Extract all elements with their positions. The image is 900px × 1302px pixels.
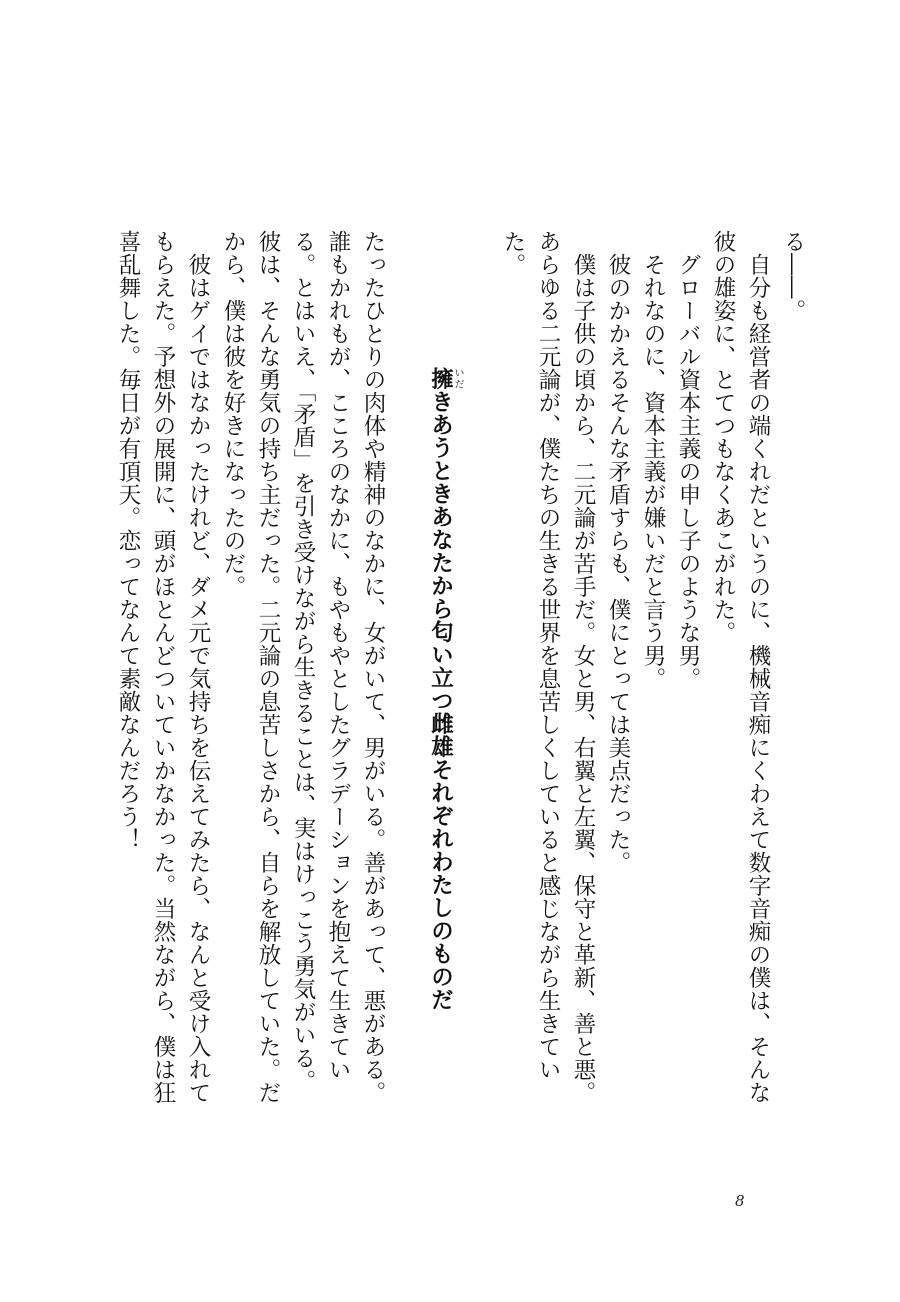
paragraph: 自分も経営者の端くれだというのに、機械音痴にくわえて数字音痴の僕は、そんな彼の雄姿に、とてつもなくあこがれた。 [710, 230, 771, 1104]
paragraph: それなのに、資本主義が嫌いだと言う男。 [640, 252, 666, 690]
paragraph: グローバル資本主義の申し子のような男。 [675, 252, 701, 690]
heading-text: きあうときあなたから匂い立つ雌雄それぞれわたしのものだ [427, 390, 454, 1011]
page-number: 8 [735, 1192, 745, 1210]
paragraph: 彼のかかえるそんな矛盾すらも、僕にとっては美点だった。 [605, 252, 631, 874]
paragraph: 僕は子供の頃から、二元論が苦手だ。女と男、右翼と左翼、保守と革新、善と悪。あらゆる二元論が、僕たちの生きる世界を息苦しくしていると感じながら生きていた。 [500, 230, 596, 1104]
page-body [75, 230, 810, 1110]
paragraph: る――。 [780, 230, 806, 322]
heading-ruby-base: 擁 [427, 367, 454, 390]
section-heading-block [390, 230, 495, 1110]
heading-ruby-reading: いだ [452, 367, 463, 390]
section-heading [423, 329, 463, 1011]
paragraph: たったひとりの肉体や精神のなかに、女がいて、男がいる。善があって、悪がある。誰もかれもが、こころのなかに、もやもやとしたグラデーションを抱えて生きている。とはいえ、「矛盾」を引き受けながら生きることは、実はけっこう勇気がいる。彼は、そんな勇気の持ち主だった。二元論の息苦しさから、自らを解放していた。だから、僕は彼を好きになったのだ。 [220, 230, 386, 1104]
paragraph: 彼はゲイではなかったけれど、ダメ元で気持ちを伝えてみたら、なんと受け入れてもらえた。予想外の展開に、頭がほとんどついていかなかった。当然ながら、僕は狂喜乱舞した。毎日が有頂天。恋ってなんて素敵なんだろう！ [115, 230, 211, 1104]
